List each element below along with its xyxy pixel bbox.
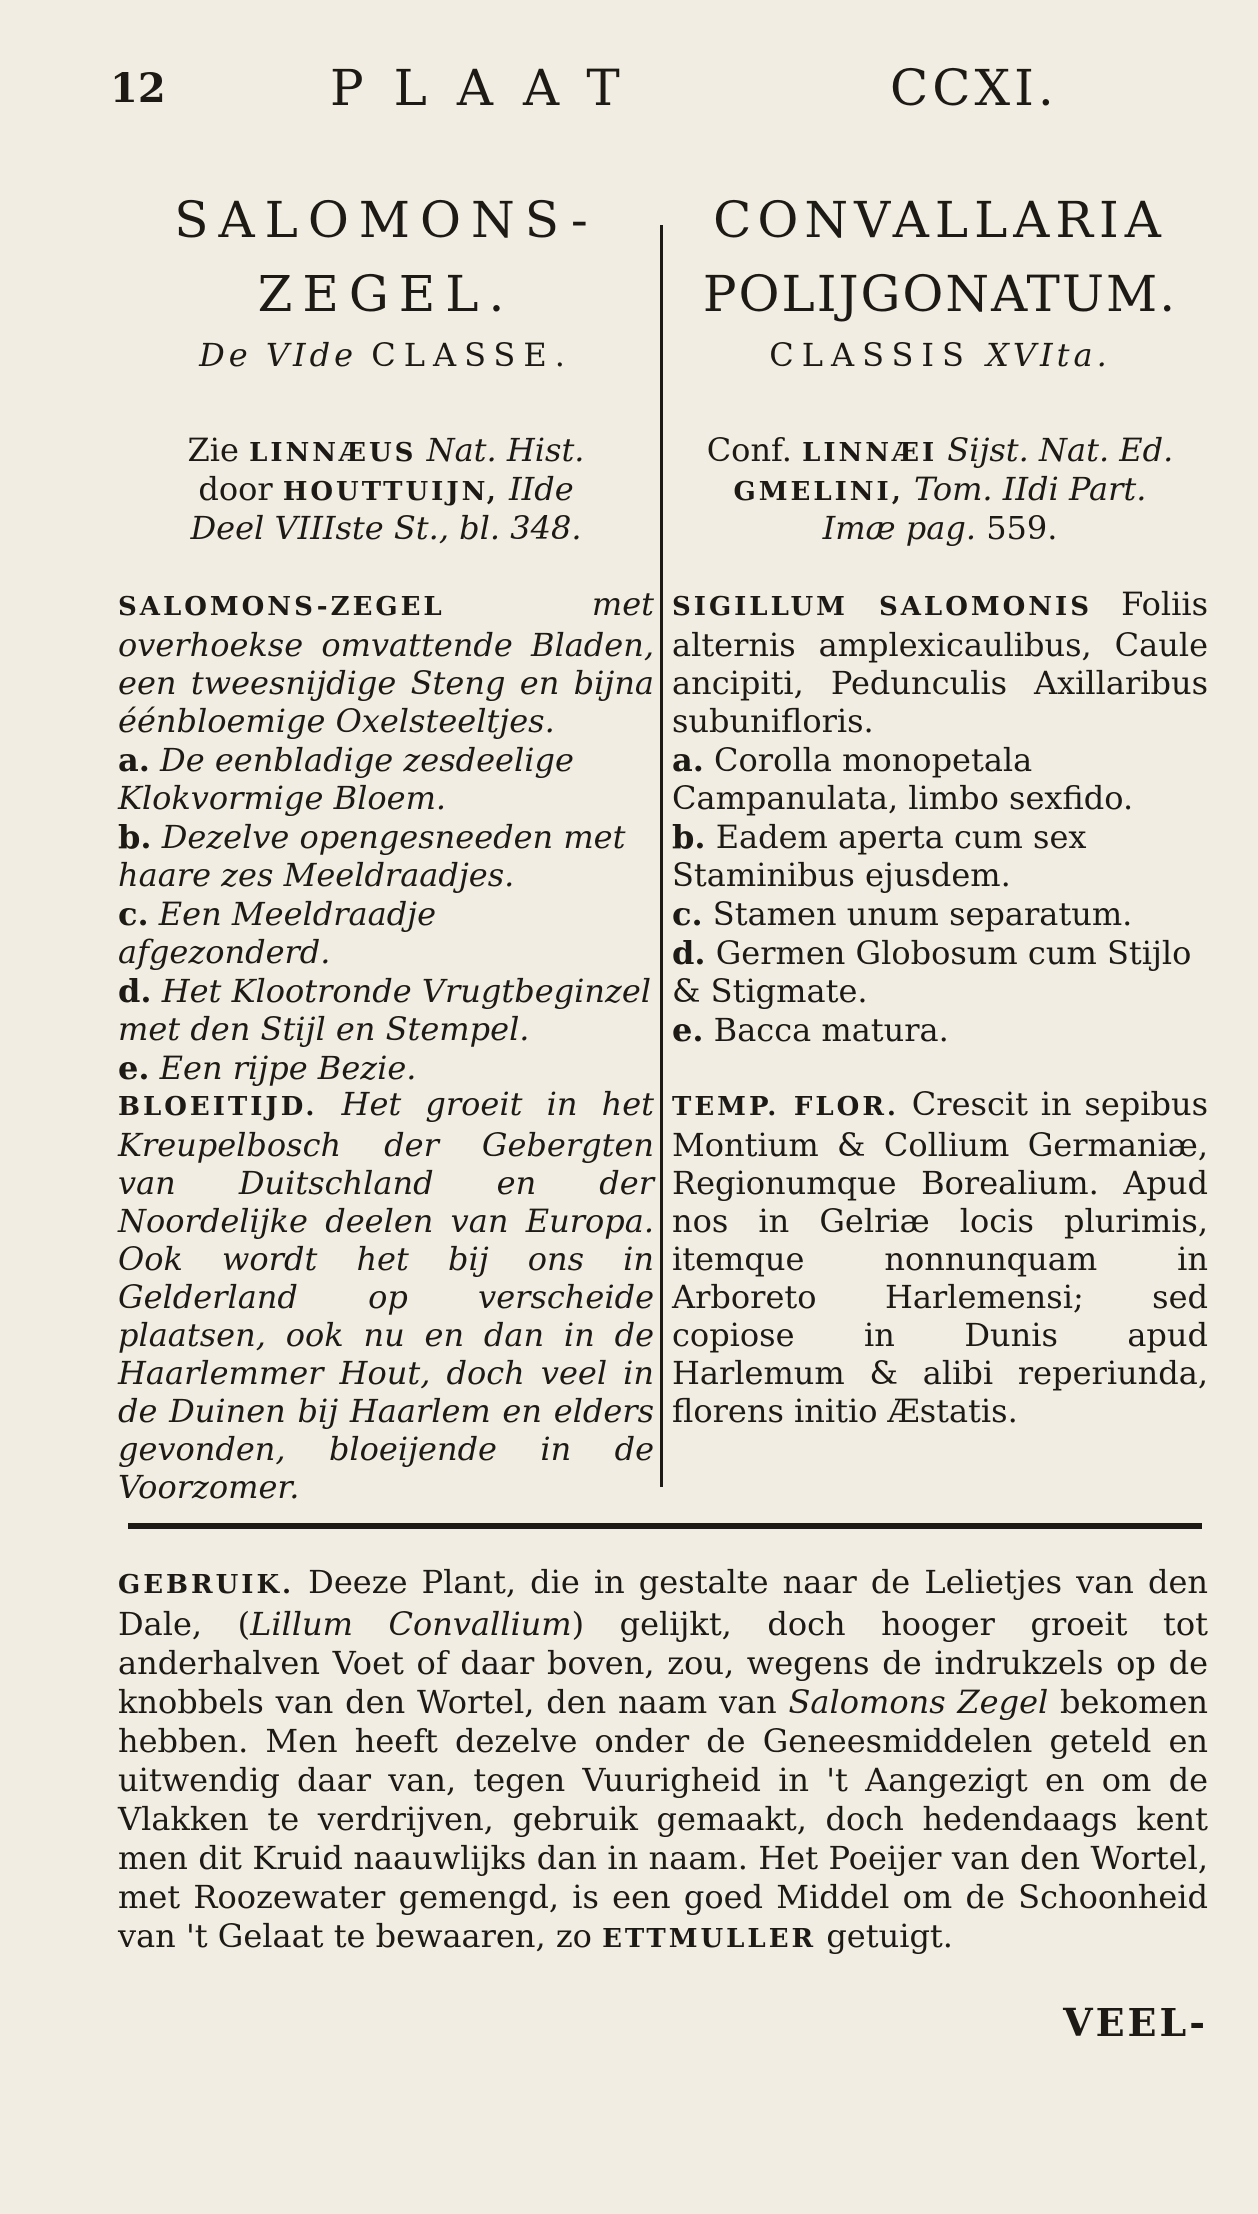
ref-volume: Deel VIIIste St., bl. 348. <box>190 509 582 547</box>
ref-conf: Conf. <box>706 431 792 469</box>
lillum-convallium: Lillum Convallium <box>250 1605 572 1643</box>
plate-number: CCXI. <box>890 59 1058 117</box>
latin-class <box>672 336 1208 374</box>
bloeitijd-text: Het groeit in het Kreupelbosch der Gebergten van Duitschland en der Noordelijke deelen van Europa. Ook wordt het bij ons in Gelderland op verscheide plaatsen, ook nu en dan in de Haarlemmer Hout, doch veel in de Duinen bij Haarlem en elders gevonden, bloeijende in de Voorzomer. <box>118 1085 655 1506</box>
class-word: CLASSE. <box>371 336 573 374</box>
list-item: c. Een Meeldraadje afgezonderd. <box>118 895 437 971</box>
ref-tom: Tom. IIdi Part. <box>913 470 1147 508</box>
latin-description <box>672 585 1208 740</box>
column-divider <box>660 225 663 1487</box>
ref-translator: HOUTTUIJN, <box>282 477 499 507</box>
temp-flor-text: Crescit in sepibus Montium & Collium Germaniæ, Regionumque Borealium. Apud nos in Gelriæ locis plurimis, itemque nonnunquam in Arboreto Harlemensi; sed copiose in Dunis apud Harlemum & alibi reperiunda, florens initio Æstatis. <box>672 1085 1209 1430</box>
latin-caps-name: SIGILLUM SALOMONIS <box>672 592 1092 622</box>
left-heading <box>118 190 654 374</box>
ref-work: Nat. Hist. <box>426 431 585 469</box>
class-word: CLASSIS <box>769 336 972 374</box>
dutch-flowering <box>118 1085 654 1506</box>
dutch-desc-text: met overhoekse omvattende Bladen, een tweesnijdige Steng en bijna éénbloemige Oxelsteeltjes. <box>118 585 654 740</box>
latin-name-line2: POLIJGONATUM. <box>702 265 1178 323</box>
latin-desc-text: Foliis alternis amplexicaulibus, Caule ancipiti, Pedunculis Axillaribus subunifloris. <box>672 585 1209 740</box>
dutch-description <box>118 585 654 740</box>
salomons-zegel-italic: Salomons Zegel <box>788 1683 1049 1721</box>
dutch-figure-list <box>118 740 654 1087</box>
usage-paragraph: GEBRUIK. Deeze Plant, die in gestalte naar de Lelietjes van den Dale, (Lillum Convallium) gelijkt, doch hooger groeit tot anderhalven Voet of daar boven, zou, wegens de indrukzels op de knobbels van den Wortel, den naam van Salomons Zegel bekomen hebben. Men heeft dezelve onder de Geneesmiddelen geteld en uitwendig daar van, tegen Vuurigheid in 't Aangezigt en om de Vlakken te verdrijven, gebruik gemaakt, doch hedendaags kent men dit Kruid naauwlijks dan in naam. Het Poeijer van den Wortel, met Roozewater gemengd, is een goed Middel om de Schoonheid van 't Gelaat te bewaaren, zo ETTMULLER getuigt. <box>118 1563 1209 1955</box>
list-item: d. Germen Globosum cum Stijlo & Stigmate. <box>672 934 1192 1010</box>
gebruik-label: GEBRUIK. <box>118 1570 295 1600</box>
dutch-class <box>118 336 654 374</box>
catchword: VEEL- <box>1063 2000 1208 2045</box>
ref-editor: GMELINI, <box>733 477 904 507</box>
page-number: 12 <box>110 65 166 112</box>
dutch-name-line2: ZEGEL. <box>257 265 515 323</box>
plate-title: PLAAT <box>330 59 650 117</box>
list-item: a. De eenbladige zesdeelige Klokvormige Bloem. <box>118 741 574 817</box>
page-header <box>110 55 1198 125</box>
ref-page: 559. <box>986 509 1058 547</box>
latin-figure-list <box>672 740 1208 1049</box>
list-item: e. Een rijpe Bezie. <box>118 1049 417 1087</box>
ref-author: LINNÆUS <box>249 438 417 468</box>
latin-reference <box>672 432 1208 546</box>
list-item: b. Eadem aperta cum sex Staminibus ejusdem. <box>672 818 1087 894</box>
dutch-caps-name: SALOMONS-ZEGEL <box>118 592 445 622</box>
bloeitijd-label: BLOEITIJD. <box>118 1092 318 1122</box>
temp-flor-label: TEMP. FLOR. <box>672 1092 899 1122</box>
latin-flowering <box>672 1085 1208 1430</box>
list-item: a. Corolla monopetala Campanulata, limbo sexfido. <box>672 741 1134 817</box>
ref-author: LINNÆI <box>802 438 938 468</box>
dutch-name-line1: SALOMONS- <box>174 191 598 249</box>
ref-work: Sijst. Nat. Ed. <box>947 431 1174 469</box>
list-item: b. Dezelve opengesneeden met haare zes Meeldraadjes. <box>118 818 626 894</box>
class-prefix: De VIde <box>199 336 358 374</box>
ref-door: door <box>198 470 273 508</box>
list-item: c. Stamen unum separatum. <box>672 895 1133 933</box>
right-heading <box>672 190 1208 374</box>
section-rule <box>128 1523 1202 1529</box>
latin-name-line1: CONVALLARIA <box>713 191 1167 249</box>
list-item: d. Het Klootronde Vrugtbeginzel met den Stijl en Stempel. <box>118 972 651 1048</box>
class-suffix: XVIta. <box>986 336 1111 374</box>
ref-part: IIde <box>508 470 574 508</box>
ettmuller: ETTMULLER <box>602 1924 817 1954</box>
list-item: e. Bacca matura. <box>672 1011 949 1049</box>
ref-part: Imæ pag. <box>822 509 977 547</box>
dutch-reference <box>118 432 654 546</box>
ref-zie: Zie <box>187 431 239 469</box>
